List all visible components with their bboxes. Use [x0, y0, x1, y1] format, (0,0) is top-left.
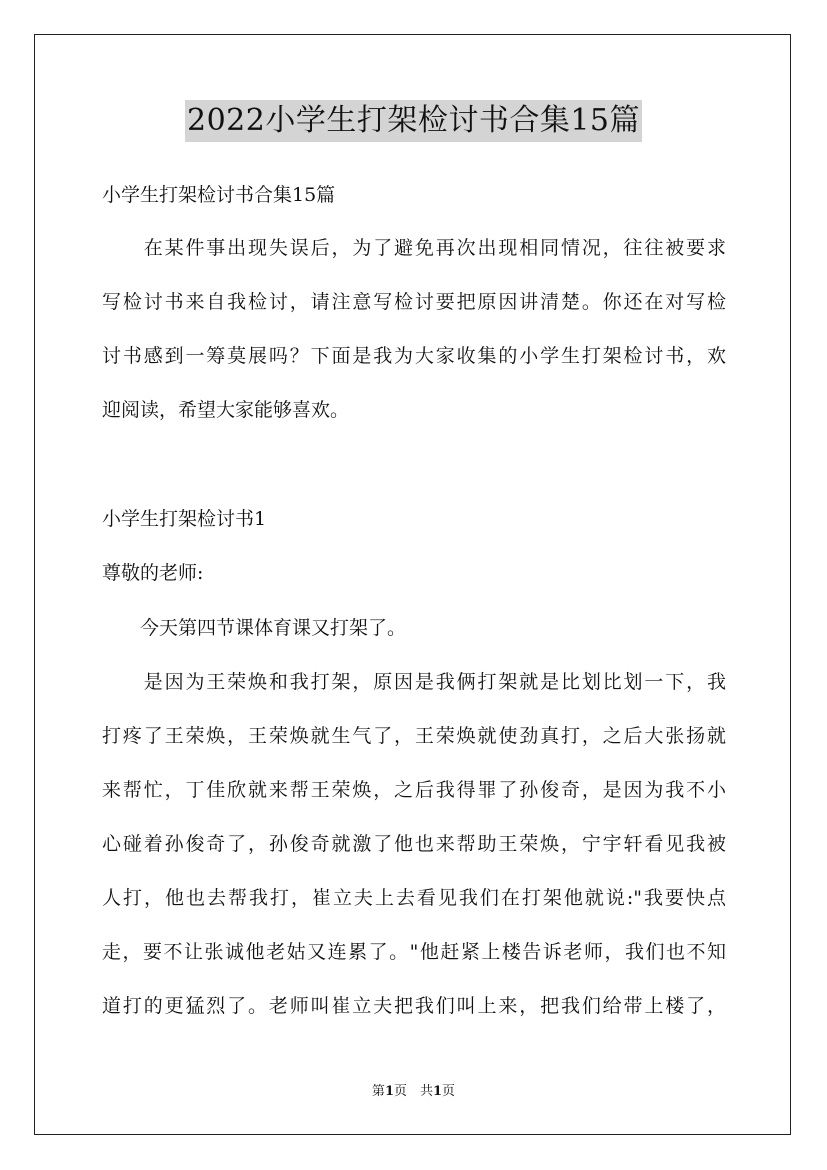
footer-page-number: 1 — [384, 1084, 394, 1099]
body-line: 打疼了王荣焕，王荣焕就生气了，王荣焕就使劲真打，之后大张扬就 — [102, 725, 726, 747]
body-line: 人打，他也去帮我打，崔立夫上去看见我们在打架他就说:"我要快点 — [102, 887, 726, 909]
body-line: 今天第四节课体育课又打架了。 — [102, 617, 407, 639]
body-line: 来帮忙，丁佳欣就来帮王荣焕，之后我得罪了孙俊奇，是因为我不小 — [102, 779, 726, 801]
title-container — [0, 100, 827, 142]
document-title: 2022小学生打架检讨书合集15篇 — [185, 100, 642, 142]
footer-page-mid: 页 共 — [393, 1084, 433, 1099]
footer-page-total: 1 — [433, 1084, 443, 1099]
body-line: 心碰着孙俊奇了，孙俊奇就激了他也来帮助王荣焕，宁宇轩看见我被 — [102, 833, 726, 855]
footer-page-prefix: 第 — [371, 1084, 385, 1099]
section-heading: 小学生打架检讨书1 — [102, 508, 267, 530]
salutation: 尊敬的老师: — [102, 562, 204, 584]
body-line: 是因为王荣焕和我打架，原因是我俩打架就是比划比划一下，我 — [102, 671, 726, 693]
page-footer — [0, 1083, 827, 1101]
intro-line: 写检讨书来自我检讨，请注意写检讨要把原因讲清楚。你还在对写检 — [102, 291, 726, 313]
intro-line: 讨书感到一筹莫展吗？下面是我为大家收集的小学生打架检讨书，欢 — [102, 345, 726, 367]
subtitle: 小学生打架检讨书合集15篇 — [102, 184, 336, 206]
body-line: 走，要不让张诚他老姑又连累了。"他赶紧上楼告诉老师，我们也不知 — [102, 941, 726, 963]
body-line: 道打的更猛烈了。老师叫崔立夫把我们叫上来，把我们给带上楼了， — [102, 995, 726, 1017]
intro-line: 在某件事出现失误后，为了避免再次出现相同情况，往往被要求 — [102, 237, 726, 259]
intro-line: 迎阅读，希望大家能够喜欢。 — [102, 399, 350, 421]
footer-page-suffix: 页 — [442, 1084, 456, 1099]
